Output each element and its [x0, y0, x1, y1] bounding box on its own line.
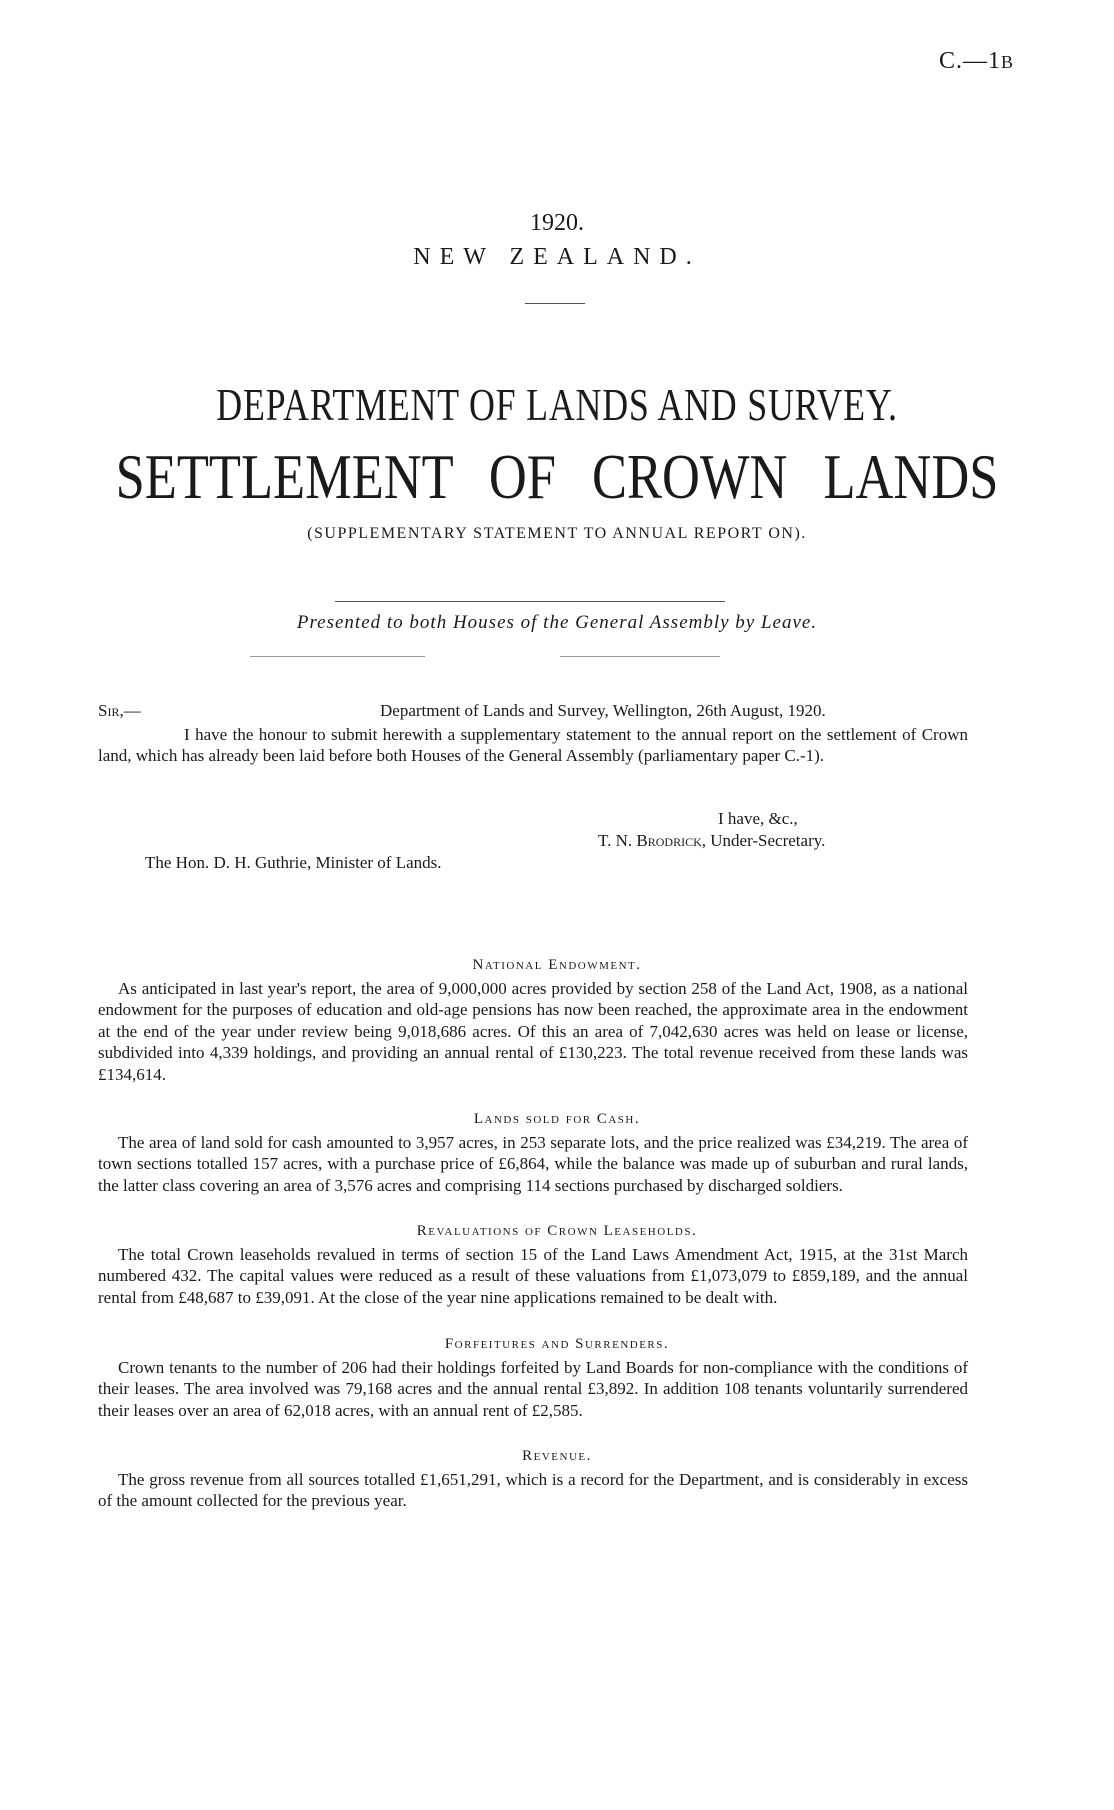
- page-subtitle: (SUPPLEMENTARY STATEMENT TO ANNUAL REPORT ON).: [307, 525, 807, 542]
- signatory-title: Under-Secretary.: [710, 831, 826, 850]
- section-heading: Lands sold for Cash.: [473, 1111, 641, 1127]
- letter-addressee: The Hon. D. H. Guthrie, Minister of Lands.: [145, 853, 442, 872]
- paper-code-suffix: B: [1000, 52, 1014, 72]
- section-text: The total Crown leaseholds revalued in terms of section 15 of the Land Laws Amendment Act, 1915, at the 31st March numbered 432. The capital values were reduced as a result of these valuations from £1,073,079 to £859,189, and the annual rental from £48,687 to £39,091. At the close of the year nine applications remained to be dealt with.: [98, 1245, 968, 1307]
- letter-body: I have the honour to submit herewith a supplementary statement to the annual report on the settlement of Crown land, which has already been laid before both Houses of the General Assembly (parliamentary paper C.-1).: [98, 725, 968, 765]
- section-heading: Revenue.: [522, 1448, 592, 1464]
- section-text: The area of land sold for cash amounted to 3,957 acres, in 253 separate lots, and the price realized was £34,219. The area of town sections totalled 157 acres, with a purchase price of £6,864, while the balance was made up of suburban and rural lands, the latter class covering an area of 3,576 acres and comprising 114 sections purchased by discharged soldiers.: [98, 1133, 968, 1195]
- divider: [525, 303, 585, 304]
- section-heading: National Endowment.: [472, 957, 642, 973]
- presented-line: Presented to both Houses of the General Assembly by Leave.: [296, 612, 818, 633]
- paper-code: [939, 48, 1014, 75]
- paper-code-main: C.—1: [938, 48, 1001, 74]
- divider: [335, 601, 725, 602]
- section-heading: Revaluations of Crown Leaseholds.: [416, 1223, 698, 1239]
- year: 1920.: [530, 210, 584, 236]
- letter-address: Department of Lands and Survey, Wellington, 26th August, 1920.: [380, 701, 826, 720]
- letter-closing: I have, &c.,: [718, 809, 798, 828]
- letter-signature: [598, 830, 825, 851]
- page-title: SETTLEMENT OF CROWN LANDS: [115, 441, 999, 512]
- section-text: Crown tenants to the number of 206 had their holdings forfeited by Land Boards for non-compliance with the conditions of their leases. The area involved was 79,168 acres and the annual rental £3,892. In addition 108 tenants voluntarily surrendered their leases over an area of 62,018 acres, with an annual rent of £2,585.: [98, 1358, 968, 1420]
- letter-salutation: Sir,—: [98, 701, 141, 720]
- divider: [250, 656, 425, 657]
- section-text: The gross revenue from all sources totalled £1,651,291, which is a record for the Department, and is considerably in excess of the amount collected for the previous year.: [98, 1470, 968, 1511]
- divider: [560, 656, 720, 657]
- signatory-name: T. N. Brodrick,: [598, 831, 706, 850]
- section-text: As anticipated in last year's report, the area of 9,000,000 acres provided by section 258 of the Land Act, 1908, as a national endowment for the purposes of education and old-age pensions has now been reached, the approximate area in the endowment at the end of the year under review being 9,018,686 acres. Of this an area of 7,042,630 acres was held on lease or license, subdivided into 4,339 holdings, and providing an annual rental of £130,223. The total revenue received from these lands was £134,614.: [98, 979, 968, 1084]
- country: NEW ZEALAND.: [413, 244, 701, 270]
- section-heading: Forfeitures and Surrenders.: [444, 1336, 670, 1352]
- department-heading: DEPARTMENT OF LANDS AND SURVEY.: [216, 379, 898, 430]
